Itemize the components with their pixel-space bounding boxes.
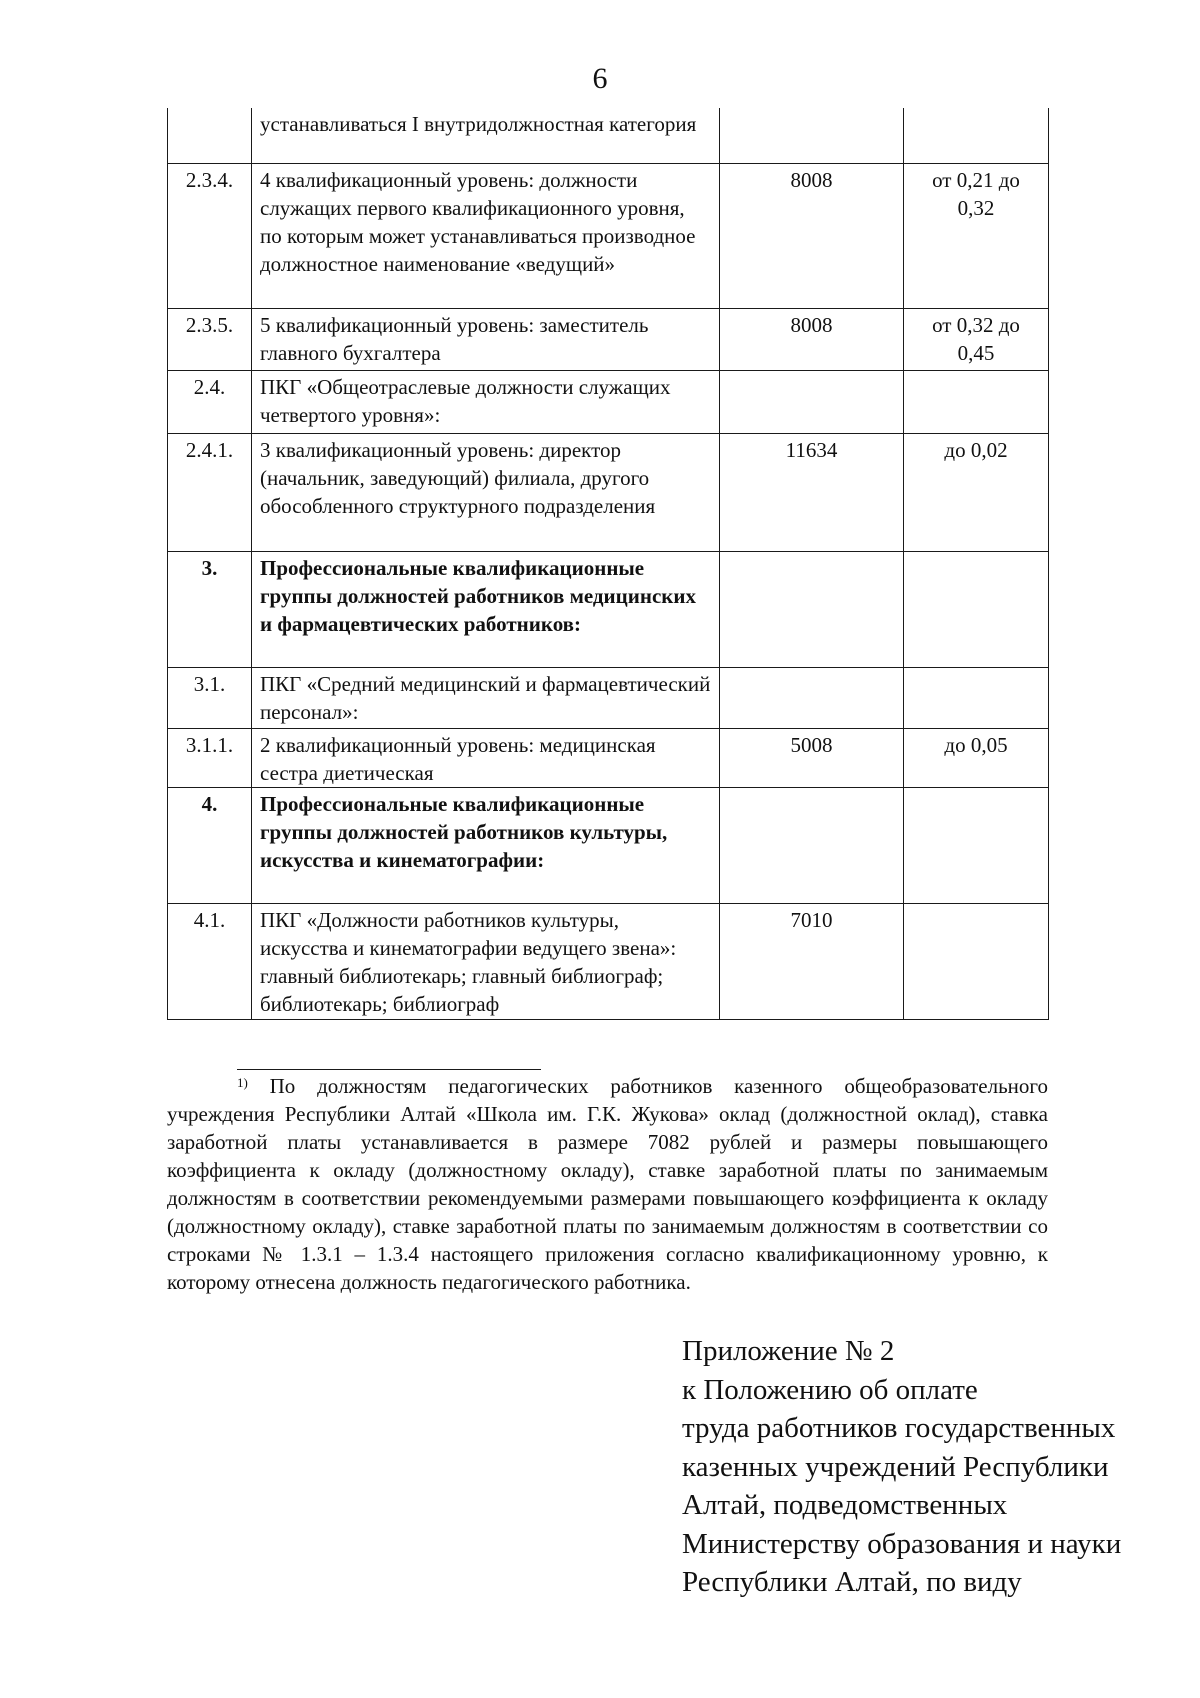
row-number: 2.3.4.	[168, 163, 252, 308]
row-number: 3.1.	[168, 667, 252, 728]
salary-amount	[720, 667, 904, 728]
table-row	[168, 903, 1049, 1019]
footnote	[167, 1072, 1048, 1296]
coefficient	[904, 551, 1049, 667]
salary-amount: 8008	[720, 163, 904, 308]
coefficient	[904, 108, 1049, 163]
position-name: 5 квалификационный уровень: заместитель главного бухгалтера	[252, 308, 720, 370]
position-name: устанавливаться I внутридолжностная категория	[252, 108, 720, 163]
table-row	[168, 667, 1049, 728]
coefficient: от 0,32 до 0,45	[904, 308, 1049, 370]
table-row	[168, 108, 1049, 163]
coefficient: от 0,21 до 0,32	[904, 163, 1049, 308]
table-row	[168, 787, 1049, 903]
appendix-line: труда работников государственных	[682, 1412, 1116, 1444]
footnote-marker: 1)	[237, 1075, 248, 1090]
coefficient	[904, 787, 1049, 903]
row-number: 2.3.5.	[168, 308, 252, 370]
salary-amount: 7010	[720, 903, 904, 1019]
row-number	[168, 108, 252, 163]
row-number: 2.4.	[168, 370, 252, 433]
coefficient	[904, 370, 1049, 433]
coefficient	[904, 903, 1049, 1019]
appendix-line: Республики Алтай, по виду	[682, 1566, 1022, 1598]
salary-amount	[720, 370, 904, 433]
table-row	[168, 370, 1049, 433]
position-name: 4 квалификационный уровень: должности служащих первого квалификационного уровня, по которым может устанавливаться производное должностное наименование «ведущий»	[252, 163, 720, 308]
position-name: 2 квалификационный уровень: медицинская сестра диетическая	[252, 728, 720, 787]
appendix-line: к Положению об оплате	[682, 1373, 978, 1406]
salary-amount: 11634	[720, 433, 904, 551]
salary-amount: 8008	[720, 308, 904, 370]
salary-amount	[720, 787, 904, 903]
table-row	[168, 308, 1049, 370]
footnote-text: По должностям педагогических работников казенного общеобразовательного учреждения Республики Алтай «Школа им. Г.К. Жукова» оклад (должностной оклад), ставка заработной платы устанавливается в размере 7082 рублей и размеры повышающего коэффициента к окладу (должностному окладу), ставке заработной платы по занимаемым должностям в соответствии рекомендуемыми размерами повышающего коэффициента к окладу (должностному окладу), ставке заработной платы по занимаемым должностям в соответствии со строками № 1.3.1 – 1.3.4 настоящего приложения согласно квалификационному уровню, к которому отнесена должность педагогического работника.	[167, 1074, 1048, 1294]
row-number: 3.1.1.	[168, 728, 252, 787]
appendix-line: Алтай, подведомственных	[682, 1489, 1008, 1521]
position-name: ПКГ «Общеотраслевые должности служащих четвертого уровня»:	[252, 370, 720, 433]
position-name: ПКГ «Средний медицинский и фармацевтический персонал»:	[252, 667, 720, 728]
row-number: 4.1.	[168, 903, 252, 1019]
salary-amount	[720, 108, 904, 163]
coefficient: до 0,05	[904, 728, 1049, 787]
row-number: 4.	[168, 787, 252, 903]
table-row	[168, 163, 1049, 308]
row-number: 3.	[168, 551, 252, 667]
coefficient	[904, 667, 1049, 728]
appendix-line: казенных учреждений Республики	[682, 1450, 1109, 1483]
position-name: 3 квалификационный уровень: директор (начальник, заведующий) филиала, другого обособленного структурного подразделения	[252, 433, 720, 551]
table-row	[168, 728, 1049, 787]
table-row	[168, 433, 1049, 551]
page-number: 6	[592, 62, 608, 95]
footnote-separator	[237, 1069, 541, 1070]
position-name: Профессиональные квалификационные группы должностей работников медицинских и фармацевтических работников:	[252, 551, 720, 667]
appendix-line: Министерству образования и науки	[682, 1527, 1122, 1560]
coefficient: до 0,02	[904, 433, 1049, 551]
position-name: Профессиональные квалификационные группы должностей работников культуры, искусства и кинематографии:	[252, 787, 720, 903]
table-row	[168, 551, 1049, 667]
salary-amount	[720, 551, 904, 667]
salary-table	[167, 108, 1049, 1020]
appendix-line: Приложение № 2	[682, 1335, 895, 1367]
position-name: ПКГ «Должности работников культуры, искусства и кинематографии ведущего звена»: главный библиотекарь; главный библиограф; библиотекарь; библиограф	[252, 903, 720, 1019]
appendix-heading	[682, 1332, 1152, 1602]
salary-amount: 5008	[720, 728, 904, 787]
row-number: 2.4.1.	[168, 433, 252, 551]
